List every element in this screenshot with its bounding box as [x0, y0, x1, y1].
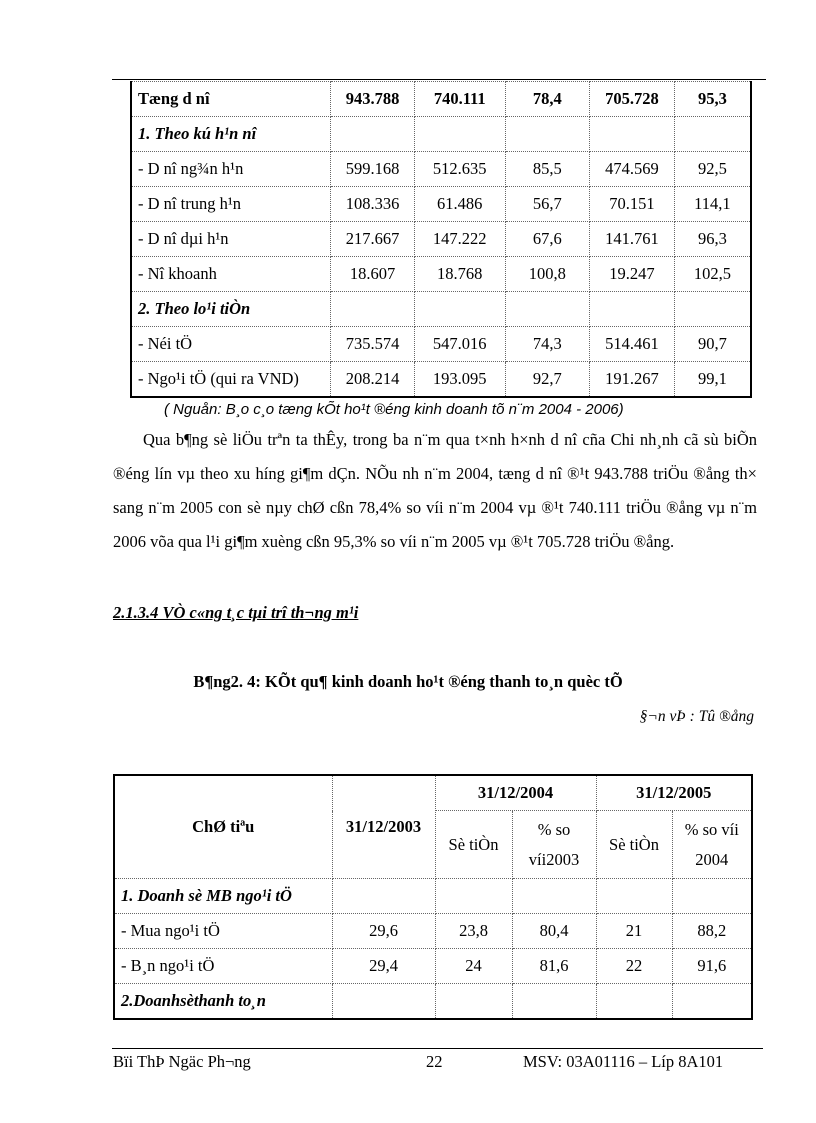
- table-row: [131, 222, 751, 257]
- table-cell: [512, 879, 596, 914]
- table-cell: 474.569: [590, 152, 675, 187]
- table-cell: 70.151: [590, 187, 675, 222]
- table-cell: 90,7: [674, 327, 751, 362]
- table-cell: 92,5: [674, 152, 751, 187]
- table-cell: [672, 984, 752, 1020]
- header-indicator: ChØ tiªu: [114, 775, 332, 879]
- table-cell: [596, 879, 672, 914]
- table-cell: [435, 984, 512, 1020]
- header-amount-2005: Sè tiÒn: [596, 811, 672, 879]
- table-cell: 943.788: [331, 82, 415, 117]
- table-cell: 29,6: [332, 914, 435, 949]
- table-row: [131, 82, 751, 117]
- table-cell: 191.267: [590, 362, 675, 398]
- table-cell: 99,1: [674, 362, 751, 398]
- unit-label: §¬n vÞ : Tû ®ång: [639, 708, 754, 725]
- row-label: - D nî trung h¹n: [131, 187, 331, 222]
- table-cell: 91,6: [672, 949, 752, 984]
- table-row: [131, 362, 751, 398]
- table-cell: 740.111: [414, 82, 505, 117]
- table-cell: [674, 117, 751, 152]
- header-pct-2003: % so víi2003: [512, 811, 596, 879]
- table-cell: 18.768: [414, 257, 505, 292]
- table-row: [131, 257, 751, 292]
- table-cell: 80,4: [512, 914, 596, 949]
- table-cell: 193.095: [414, 362, 505, 398]
- table-row: [114, 984, 752, 1020]
- row-label: - B¸n ngo¹i tÖ: [114, 949, 332, 984]
- header-pct-2004: % so víi 2004: [672, 811, 752, 879]
- table-cell: 208.214: [331, 362, 415, 398]
- table-cell: 78,4: [505, 82, 590, 117]
- payment-table: [113, 774, 753, 1020]
- table-cell: [332, 879, 435, 914]
- table-cell: 22: [596, 949, 672, 984]
- table-cell: 85,5: [505, 152, 590, 187]
- table2-caption: B¶ng2. 4: KÕt qu¶ kinh doanh ho¹t ®éng thanh to¸n quèc tÕ: [193, 672, 623, 691]
- table-cell: [674, 292, 751, 327]
- table-cell: 705.728: [590, 82, 675, 117]
- table-cell: 735.574: [331, 327, 415, 362]
- footer-author: Bïi ThÞ Ngäc Ph¬ng: [113, 1052, 251, 1071]
- header-2003: 31/12/2003: [332, 775, 435, 879]
- top-rule: [112, 79, 766, 80]
- row-label: - D nî dµi h¹n: [131, 222, 331, 257]
- row-label: - Ngo¹i tÖ (qui ra VND): [131, 362, 331, 398]
- table-cell: 512.635: [414, 152, 505, 187]
- table-cell: [332, 984, 435, 1020]
- table-cell: [414, 117, 505, 152]
- table-cell: 81,6: [512, 949, 596, 984]
- table-cell: [505, 117, 590, 152]
- table-cell: 102,5: [674, 257, 751, 292]
- table-cell: 61.486: [414, 187, 505, 222]
- table-cell: [435, 879, 512, 914]
- table-cell: 547.016: [414, 327, 505, 362]
- table-cell: [590, 292, 675, 327]
- table-cell: [331, 117, 415, 152]
- table-row: [131, 117, 751, 152]
- table-row: [114, 914, 752, 949]
- table-cell: 217.667: [331, 222, 415, 257]
- row-label: - Mua ngo¹i tÖ: [114, 914, 332, 949]
- table-cell: 100,8: [505, 257, 590, 292]
- table-cell: 67,6: [505, 222, 590, 257]
- table-cell: 108.336: [331, 187, 415, 222]
- table-cell: 147.222: [414, 222, 505, 257]
- row-label: 1. Doanh sè MB ngo¹i tÖ: [114, 879, 332, 914]
- table-row: [131, 152, 751, 187]
- table-cell: [331, 292, 415, 327]
- source-note: ( Nguån: B¸o c¸o tæng kÕt ho¹t ®éng kinh doanh tõ n¨m 2004 - 2006): [164, 401, 624, 418]
- table-cell: 88,2: [672, 914, 752, 949]
- table-row: [114, 879, 752, 914]
- table-row: [114, 949, 752, 984]
- row-label: - D nî ng¾n h¹n: [131, 152, 331, 187]
- table-cell: 514.461: [590, 327, 675, 362]
- header-2005: 31/12/2005: [596, 775, 752, 811]
- row-label: 2.Doanhsèthanh to¸n: [114, 984, 332, 1020]
- analysis-paragraph: Qua b¶ng sè liÖu trªn ta thÊy, trong ba n¨m qua t×nh h×nh d nî cña Chi nh¸nh cã sù biÕn ®éng lín vµ theo xu híng gi¶m dÇn. NÕu nh n¨m 2004, tæng d nî ®¹t 943.788 triÖu ®ång th× sang n¨m 2005 con sè nµy chØ cßn 78,4% so víi n¨m 2004 vµ ®¹t 740.111 triÖu ®ång vµ n¨m 2006 võa qua l¹i gi¶m xuèng cßn 95,3% so víi n¨m 2005 vµ ®¹t 705.728 triÖu ®ång.: [113, 430, 757, 551]
- table-cell: 23,8: [435, 914, 512, 949]
- table-row: [131, 292, 751, 327]
- table-cell: 92,7: [505, 362, 590, 398]
- table-cell: [672, 879, 752, 914]
- table-row: [131, 327, 751, 362]
- header-2004: 31/12/2004: [435, 775, 596, 811]
- table-cell: 599.168: [331, 152, 415, 187]
- table-row: [131, 187, 751, 222]
- table-cell: 141.761: [590, 222, 675, 257]
- header-amount-2004: Sè tiÒn: [435, 811, 512, 879]
- row-label: Tæng d nî: [131, 82, 331, 117]
- row-label: - Nî khoanh: [131, 257, 331, 292]
- table-cell: 114,1: [674, 187, 751, 222]
- debt-table: [130, 81, 752, 398]
- table-cell: 95,3: [674, 82, 751, 117]
- footer-student-info: MSV: 03A01116 – Líp 8A101: [523, 1052, 724, 1071]
- table-cell: 74,3: [505, 327, 590, 362]
- section-heading: 2.1.3.4 VÒ c«ng t¸c tµi trî th¬ng m¹i: [113, 603, 359, 622]
- table-cell: 29,4: [332, 949, 435, 984]
- row-label: - Néi tÖ: [131, 327, 331, 362]
- table-cell: 21: [596, 914, 672, 949]
- table-cell: 24: [435, 949, 512, 984]
- row-label: 1. Theo kú h¹n nî: [131, 117, 331, 152]
- footer-page-number: 22: [426, 1052, 443, 1071]
- table-cell: 19.247: [590, 257, 675, 292]
- table-cell: [414, 292, 505, 327]
- table-cell: [590, 117, 675, 152]
- row-label: 2. Theo lo¹i tiÒn: [131, 292, 331, 327]
- table-cell: [512, 984, 596, 1020]
- table-cell: [596, 984, 672, 1020]
- table-cell: 96,3: [674, 222, 751, 257]
- table-cell: 56,7: [505, 187, 590, 222]
- table-cell: [505, 292, 590, 327]
- table-cell: 18.607: [331, 257, 415, 292]
- footer-rule: [112, 1048, 763, 1049]
